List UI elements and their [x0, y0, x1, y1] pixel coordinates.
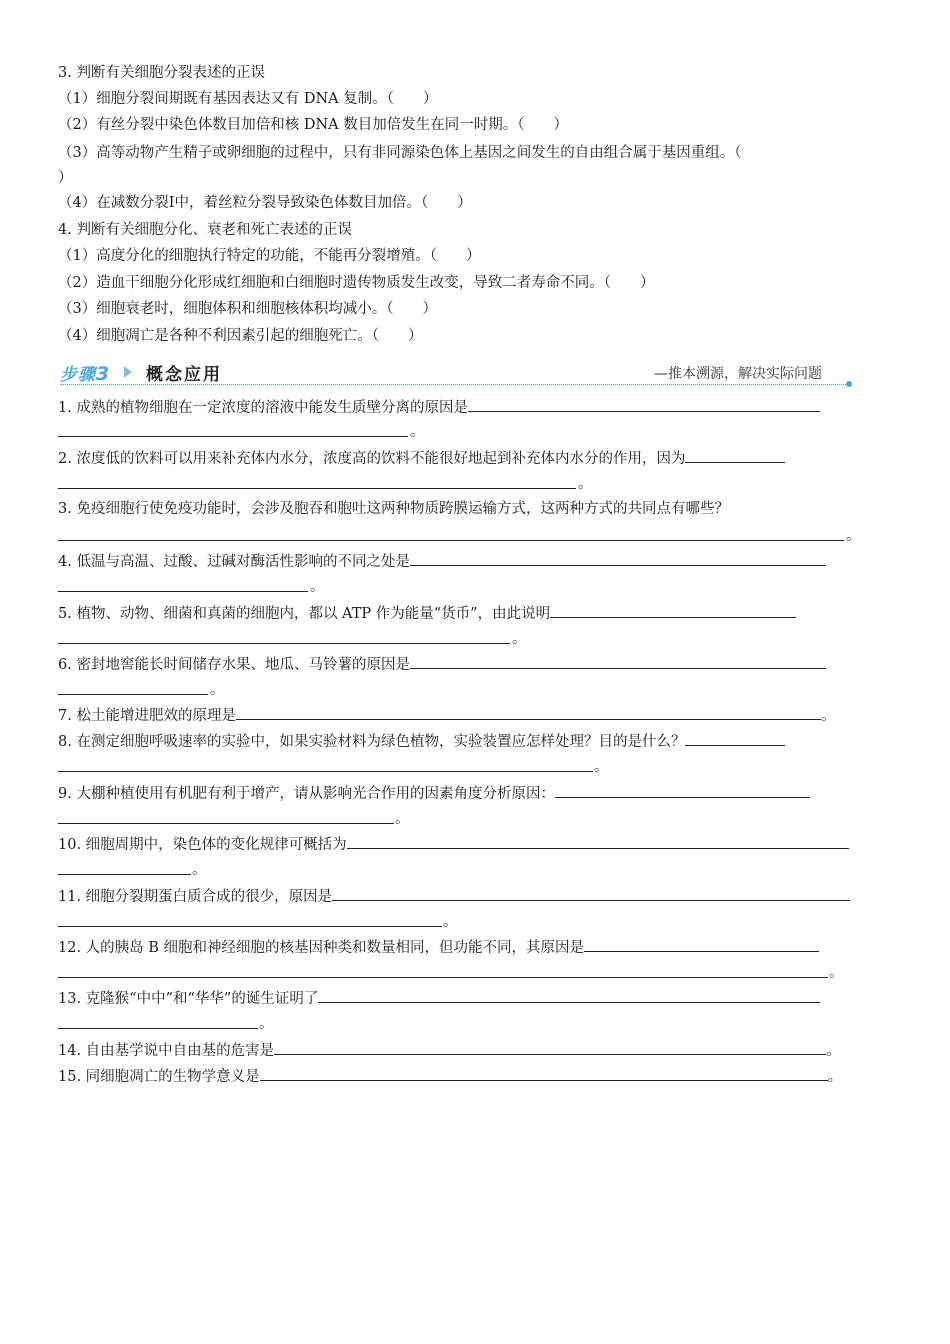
- period-4: 。: [310, 579, 325, 595]
- question-10-text: 10. 细胞周期中，染色体的变化规律可概括为: [58, 837, 347, 853]
- question-12: [58, 936, 819, 958]
- answer-blank-6b[interactable]: [58, 693, 208, 695]
- answer-blank-11b[interactable]: [58, 925, 442, 927]
- question-1-text: 1. 成熟的植物细胞在一定浓度的溶液中能发生质壁分离的原因是: [58, 400, 468, 416]
- question-4: [58, 550, 826, 572]
- step-badge-text: 步骤: [60, 365, 96, 385]
- period-1: 。: [410, 424, 425, 440]
- answer-blank-10b[interactable]: [58, 873, 191, 875]
- answer-blank-8a[interactable]: [685, 730, 785, 746]
- answer-blank-13a[interactable]: [318, 987, 820, 1003]
- answer-blank-15[interactable]: [260, 1065, 828, 1081]
- answer-blank-9b[interactable]: [58, 822, 394, 824]
- step-divider: [60, 384, 850, 385]
- answer-blank-12a[interactable]: [584, 936, 819, 952]
- question-8: [58, 730, 785, 752]
- step-divider-dot: [846, 381, 852, 387]
- step-subtitle: —推本溯源，解决实际问题: [654, 366, 822, 382]
- step-title: 概念应用: [146, 365, 222, 385]
- period-3: 。: [846, 528, 861, 544]
- answer-blank-5a[interactable]: [550, 602, 796, 618]
- answer-blank-4b[interactable]: [58, 590, 308, 592]
- period-14: 。: [826, 1043, 841, 1059]
- section3-item-4: （4）在减数分裂Ⅰ中，着丝粒分裂导致染色体数目加倍。（ ）: [58, 195, 472, 211]
- period-13: 。: [259, 1016, 274, 1032]
- section4-item-3: （3）细胞衰老时，细胞体积和细胞核体积均减小。（ ）: [58, 301, 437, 317]
- section3-item-2: （2）有丝分裂中染色体数目加倍和核 DNA 数目加倍发生在同一时期。（ ）: [58, 117, 568, 133]
- section4-item-1: （1）高度分化的细胞执行特定的功能，不能再分裂增殖。（ ）: [58, 248, 481, 264]
- question-6: [58, 653, 826, 675]
- answer-blank-4a[interactable]: [410, 550, 826, 566]
- answer-blank-14[interactable]: [274, 1039, 826, 1055]
- question-9-text: 9. 大棚种植使用有机肥有利于增产，请从影响光合作用的因素角度分析原因：: [58, 786, 555, 802]
- answer-blank-13b[interactable]: [58, 1027, 258, 1029]
- question-9: [58, 782, 810, 804]
- period-9: 。: [395, 811, 410, 827]
- period-15: 。: [827, 1069, 843, 1085]
- period-12: 。: [829, 965, 844, 981]
- answer-blank-3[interactable]: [58, 539, 844, 541]
- step-badge: [60, 360, 110, 384]
- section3-title: 3. 判断有关细胞分裂表述的正误: [58, 65, 265, 81]
- section3-item-1: （1）细胞分裂间期既有基因表达又有 DNA 复制。（ ）: [58, 91, 438, 107]
- step-badge-number: 3: [96, 363, 111, 385]
- question-4-text: 4. 低温与高温、过酸、过碱对酶活性影响的不同之处是: [58, 554, 410, 570]
- question-1: [58, 396, 820, 418]
- period-8: 。: [594, 759, 609, 775]
- section3-item-3: （3）高等动物产生精子或卵细胞的过程中，只有非同源染色体上基因之间发生的自由组合属于基因重组。（: [58, 145, 742, 161]
- question-7: [58, 704, 835, 726]
- answer-blank-2b[interactable]: [58, 487, 576, 489]
- question-3: [58, 499, 729, 519]
- step-arrow-icon: [124, 366, 132, 378]
- section4-title: 4. 判断有关细胞分化、衰老和死亡表述的正误: [58, 222, 352, 238]
- answer-blank-2a[interactable]: [685, 447, 785, 463]
- answer-blank-1b[interactable]: [58, 435, 408, 437]
- question-8-text: 8. 在测定细胞呼吸速率的实验中，如果实验材料为绿色植物，实验装置应怎样处理？目的是什么？: [58, 734, 686, 750]
- section4-item-2: （2）造血干细胞分化形成红细胞和白细胞时遗传物质发生改变，导致二者寿命不同。（ ）: [58, 275, 655, 291]
- question-10: [58, 833, 849, 855]
- answer-blank-11a[interactable]: [332, 885, 850, 901]
- answer-blank-5b[interactable]: [58, 642, 510, 644]
- question-12-text: 12. 人的胰岛 B 细胞和神经细胞的核基因种类和数量相同，但功能不同，其原因是: [58, 940, 585, 956]
- answer-blank-8b[interactable]: [58, 770, 593, 772]
- period-7: 。: [820, 708, 836, 724]
- period-10: 。: [192, 862, 207, 878]
- question-2-text: 2. 浓度低的饮料可以用来补充体内水分，浓度高的饮料不能很好地起到补充体内水分的作用，因为: [58, 451, 686, 467]
- question-13: [58, 987, 820, 1009]
- section4-item-4: （4）细胞凋亡是各种不利因素引起的细胞死亡。（ ）: [58, 328, 423, 344]
- section3-item-3-close: ）: [58, 170, 73, 186]
- answer-blank-10a[interactable]: [347, 833, 849, 849]
- question-7-text: 7. 松土能增进肥效的原理是: [58, 708, 236, 724]
- answer-blank-12b[interactable]: [58, 976, 828, 978]
- period-6: 。: [210, 682, 225, 698]
- answer-blank-7[interactable]: [236, 704, 821, 720]
- answer-blank-1a[interactable]: [468, 396, 820, 412]
- period-5: 。: [512, 631, 527, 647]
- question-15-text: 15. 同细胞凋亡的生物学意义是: [58, 1069, 260, 1085]
- period-2: 。: [578, 476, 593, 492]
- answer-blank-9a[interactable]: [555, 782, 810, 798]
- question-14-text: 14. 自由基学说中自由基的危害是: [58, 1043, 275, 1059]
- question-5-text: 5. 植物、动物、细菌和真菌的细胞内，都以 ATP 作为能量“货币”，由此说明: [58, 606, 551, 622]
- question-2: [58, 447, 785, 469]
- question-3-text: 3. 免疫细胞行使免疫功能时，会涉及胞吞和胞吐这两种物质跨膜运输方式，这两种方式的共同点有哪些？: [58, 501, 729, 517]
- question-15: [58, 1065, 842, 1087]
- question-13-text: 13. 克隆猴“中中”和“华华”的诞生证明了: [58, 991, 319, 1007]
- question-5: [58, 602, 796, 624]
- step-header: [60, 360, 860, 388]
- question-11-text: 11. 细胞分裂期蛋白质合成的很少，原因是: [58, 889, 333, 905]
- answer-blank-6a[interactable]: [410, 653, 826, 669]
- question-6-text: 6. 密封地窖能长时间储存水果、地瓜、马铃薯的原因是: [58, 657, 410, 673]
- question-14: [58, 1039, 841, 1061]
- period-11: 。: [443, 914, 458, 930]
- question-11: [58, 885, 850, 907]
